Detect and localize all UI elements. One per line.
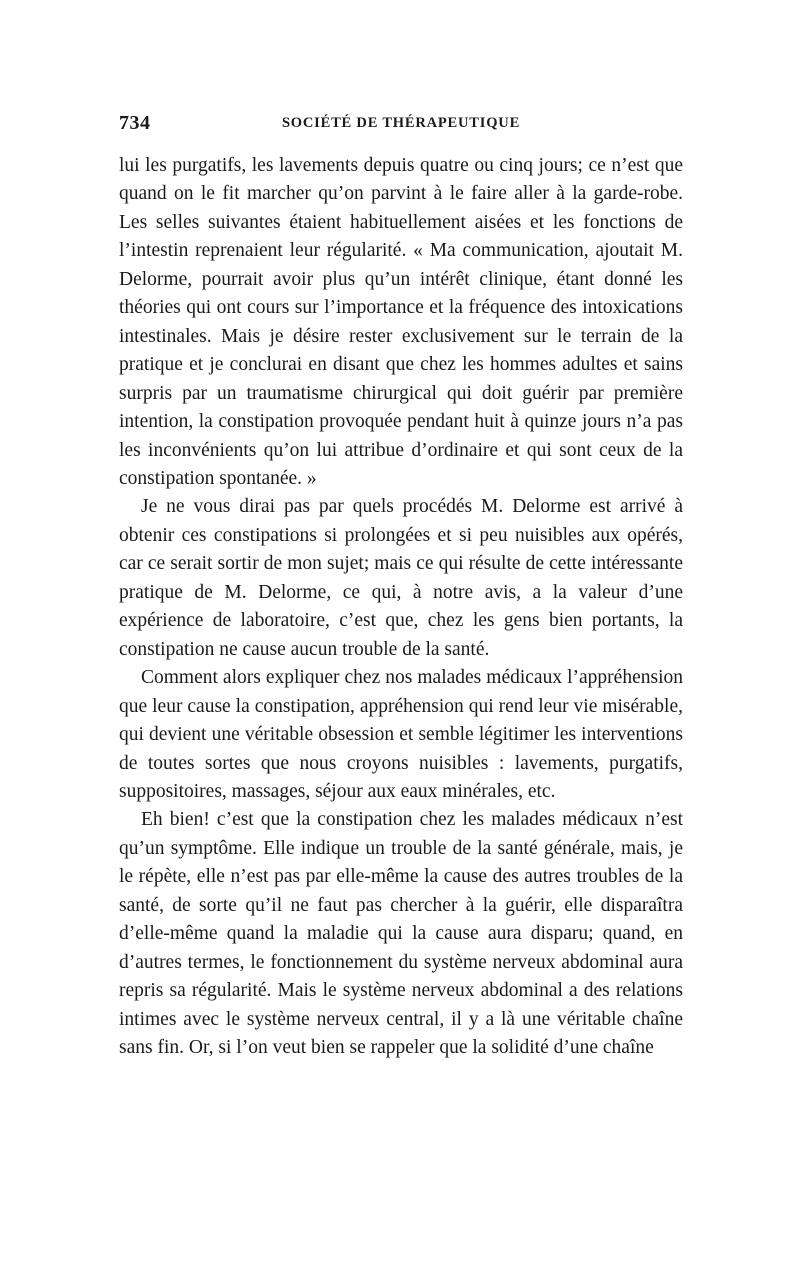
book-page <box>119 112 683 1063</box>
running-head <box>119 112 683 140</box>
paragraph: Eh bien! c’est que la constipation chez les malades médicaux n’est qu’un symptôme. Elle indique un trouble de la santé générale, mais, je le répète, elle n’est pas par elle-même la cause des autres troubles de la santé, de sorte qu’il ne faut pas chercher à la guérir, elle disparaîtra d’elle-même quand la maladie qui la cause aura disparu; quand, en d’autres termes, le fonctionnement du système nerveux abdominal aura repris sa régularité. Mais le système nerveux abdominal a des relations intimes avec le système nerveux central, il y a là une véritable chaîne sans fin. Or, si l’on veut bien se rappeler que la solidité d’une chaîne <box>119 809 683 1059</box>
paragraph-continued: lui les purgatifs, les lavements depuis quatre ou cinq jours; ce n’est que quand on le fit marcher qu’on parvint à le faire aller à la garde-robe. Les selles suivantes étaient habituellement aisées et les fonctions de l’intestin reprenaient leur régularité. « Ma communication, ajoutait M. Delorme, pourrait avoir plus qu’un intérêt clinique, étant donné les théories qui ont cours sur l’importance et la fréquence des intoxications intestinales. Mais je désire rester exclusivement sur le terrain de la pratique et je conclurai en disant que chez les hommes adultes et sains surpris par un traumatisme chirurgical qui doit guérir par première intention, la constipation provoquée pendant huit à quinze jours n’a pas les inconvénients qu’on lui attribue d’ordinaire et qui sont ceux de la constipation spontanée. » <box>119 155 683 489</box>
running-title: SOCIÉTÉ DE THÉRAPEUTIQUE <box>281 115 521 131</box>
paragraph: Je ne vous dirai pas par quels procédés M. Delorme est arrivé à obtenir ces constipations si prolongées et si peu nuisibles aux opérés, car ce serait sortir de mon sujet; mais ce qui résulte de cette intéressante pratique de M. Delorme, ce qui, à notre avis, a la valeur d’une expérience de laboratoire, c’est que, chez les gens bien portants, la constipation ne cause aucun trouble de la santé. <box>119 496 683 660</box>
body-text <box>119 152 683 1063</box>
page-number: 734 <box>119 112 151 134</box>
paragraph: Comment alors expliquer chez nos malades médicaux l’appréhension que leur cause la constipation, appréhension qui rend leur vie misérable, qui devient une véritable obsession et semble légitimer les interventions de toutes sortes que nous croyons nuisibles : lavements, purgatifs, suppositoires, massages, séjour aux eaux minérales, etc. <box>119 667 683 802</box>
